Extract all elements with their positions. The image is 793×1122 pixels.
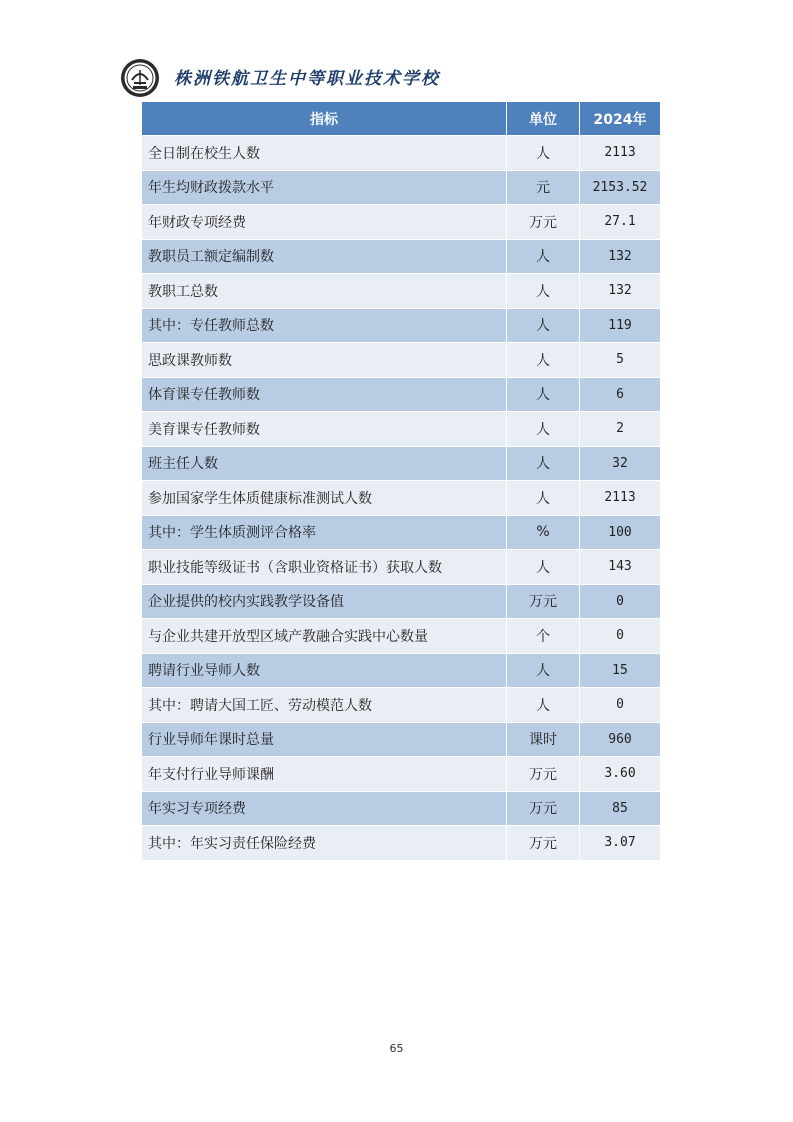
table-row: [142, 343, 661, 378]
indicator-cell: 全日制在校生人数: [142, 136, 507, 171]
table-row: [142, 446, 661, 481]
value-cell: 0: [580, 688, 661, 723]
table-row: [142, 412, 661, 447]
table-row: [142, 481, 661, 516]
value-cell: 6: [580, 377, 661, 412]
indicator-cell: 年财政专项经费: [142, 205, 507, 240]
value-cell: 960: [580, 722, 661, 757]
unit-cell: 人: [507, 377, 580, 412]
unit-cell: 人: [507, 412, 580, 447]
unit-cell: 元: [507, 170, 580, 205]
indicator-cell: 其中：学生体质测评合格率: [142, 515, 507, 550]
unit-cell: 万元: [507, 791, 580, 826]
unit-cell: 人: [507, 446, 580, 481]
indicator-cell: 职业技能等级证书（含职业资格证书）获取人数: [142, 550, 507, 585]
table-row: [142, 308, 661, 343]
table-row: [142, 584, 661, 619]
page-number: 65: [389, 1042, 404, 1055]
table-row: [142, 377, 661, 412]
value-cell: 3.07: [580, 826, 661, 861]
table-row: [142, 688, 661, 723]
value-cell: 119: [580, 308, 661, 343]
table-row: [142, 170, 661, 205]
indicator-cell: 年支付行业导师课酬: [142, 757, 507, 792]
table-row: [142, 791, 661, 826]
table-row: [142, 653, 661, 688]
column-header-indicator: 指标: [142, 102, 507, 136]
unit-cell: 人: [507, 653, 580, 688]
indicator-table: [141, 101, 661, 861]
table-row: [142, 722, 661, 757]
indicator-cell: 教职工总数: [142, 274, 507, 309]
value-cell: 2153.52: [580, 170, 661, 205]
indicator-cell: 其中：专任教师总数: [142, 308, 507, 343]
unit-cell: 人: [507, 308, 580, 343]
value-cell: 2113: [580, 481, 661, 516]
school-name: 株洲铁航卫生中等职业技术学校: [174, 69, 440, 89]
indicator-cell: 美育课专任教师数: [142, 412, 507, 447]
table-row: [142, 515, 661, 550]
indicator-cell: 教职员工额定编制数: [142, 239, 507, 274]
unit-cell: 人: [507, 481, 580, 516]
column-header-year: 2024年: [580, 102, 661, 136]
value-cell: 32: [580, 446, 661, 481]
table-header-row: [142, 102, 661, 136]
unit-cell: 万元: [507, 757, 580, 792]
indicator-cell: 其中：聘请大国工匠、劳动模范人数: [142, 688, 507, 723]
unit-cell: 人: [507, 688, 580, 723]
indicator-cell: 其中：年实习责任保险经费: [142, 826, 507, 861]
table-row: [142, 239, 661, 274]
indicator-cell: 参加国家学生体质健康标准测试人数: [142, 481, 507, 516]
indicator-cell: 年实习专项经费: [142, 791, 507, 826]
indicator-cell: 行业导师年课时总量: [142, 722, 507, 757]
value-cell: 132: [580, 239, 661, 274]
value-cell: 27.1: [580, 205, 661, 240]
unit-cell: 万元: [507, 584, 580, 619]
table-row: [142, 550, 661, 585]
value-cell: 15: [580, 653, 661, 688]
table-row: [142, 136, 661, 171]
table-row: [142, 274, 661, 309]
unit-cell: %: [507, 515, 580, 550]
unit-cell: 人: [507, 239, 580, 274]
value-cell: 85: [580, 791, 661, 826]
value-cell: 0: [580, 584, 661, 619]
unit-cell: 课时: [507, 722, 580, 757]
unit-cell: 万元: [507, 826, 580, 861]
indicator-cell: 体育课专任教师数: [142, 377, 507, 412]
unit-cell: 万元: [507, 205, 580, 240]
value-cell: 3.60: [580, 757, 661, 792]
indicator-cell: 年生均财政拨款水平: [142, 170, 507, 205]
indicator-cell: 聘请行业导师人数: [142, 653, 507, 688]
indicator-cell: 班主任人数: [142, 446, 507, 481]
value-cell: 100: [580, 515, 661, 550]
column-header-unit: 单位: [507, 102, 580, 136]
value-cell: 132: [580, 274, 661, 309]
unit-cell: 人: [507, 136, 580, 171]
school-emblem-icon: [120, 58, 160, 98]
value-cell: 5: [580, 343, 661, 378]
indicator-cell: 与企业共建开放型区域产教融合实践中心数量: [142, 619, 507, 654]
indicator-cell: 思政课教师数: [142, 343, 507, 378]
table-row: [142, 826, 661, 861]
value-cell: 2113: [580, 136, 661, 171]
unit-cell: 人: [507, 550, 580, 585]
table-row: [142, 757, 661, 792]
unit-cell: 人: [507, 343, 580, 378]
unit-cell: 人: [507, 274, 580, 309]
indicator-cell: 企业提供的校内实践教学设备值: [142, 584, 507, 619]
value-cell: 0: [580, 619, 661, 654]
table-row: [142, 619, 661, 654]
value-cell: 2: [580, 412, 661, 447]
table-row: [142, 205, 661, 240]
value-cell: 143: [580, 550, 661, 585]
page-header: [120, 58, 680, 98]
unit-cell: 个: [507, 619, 580, 654]
